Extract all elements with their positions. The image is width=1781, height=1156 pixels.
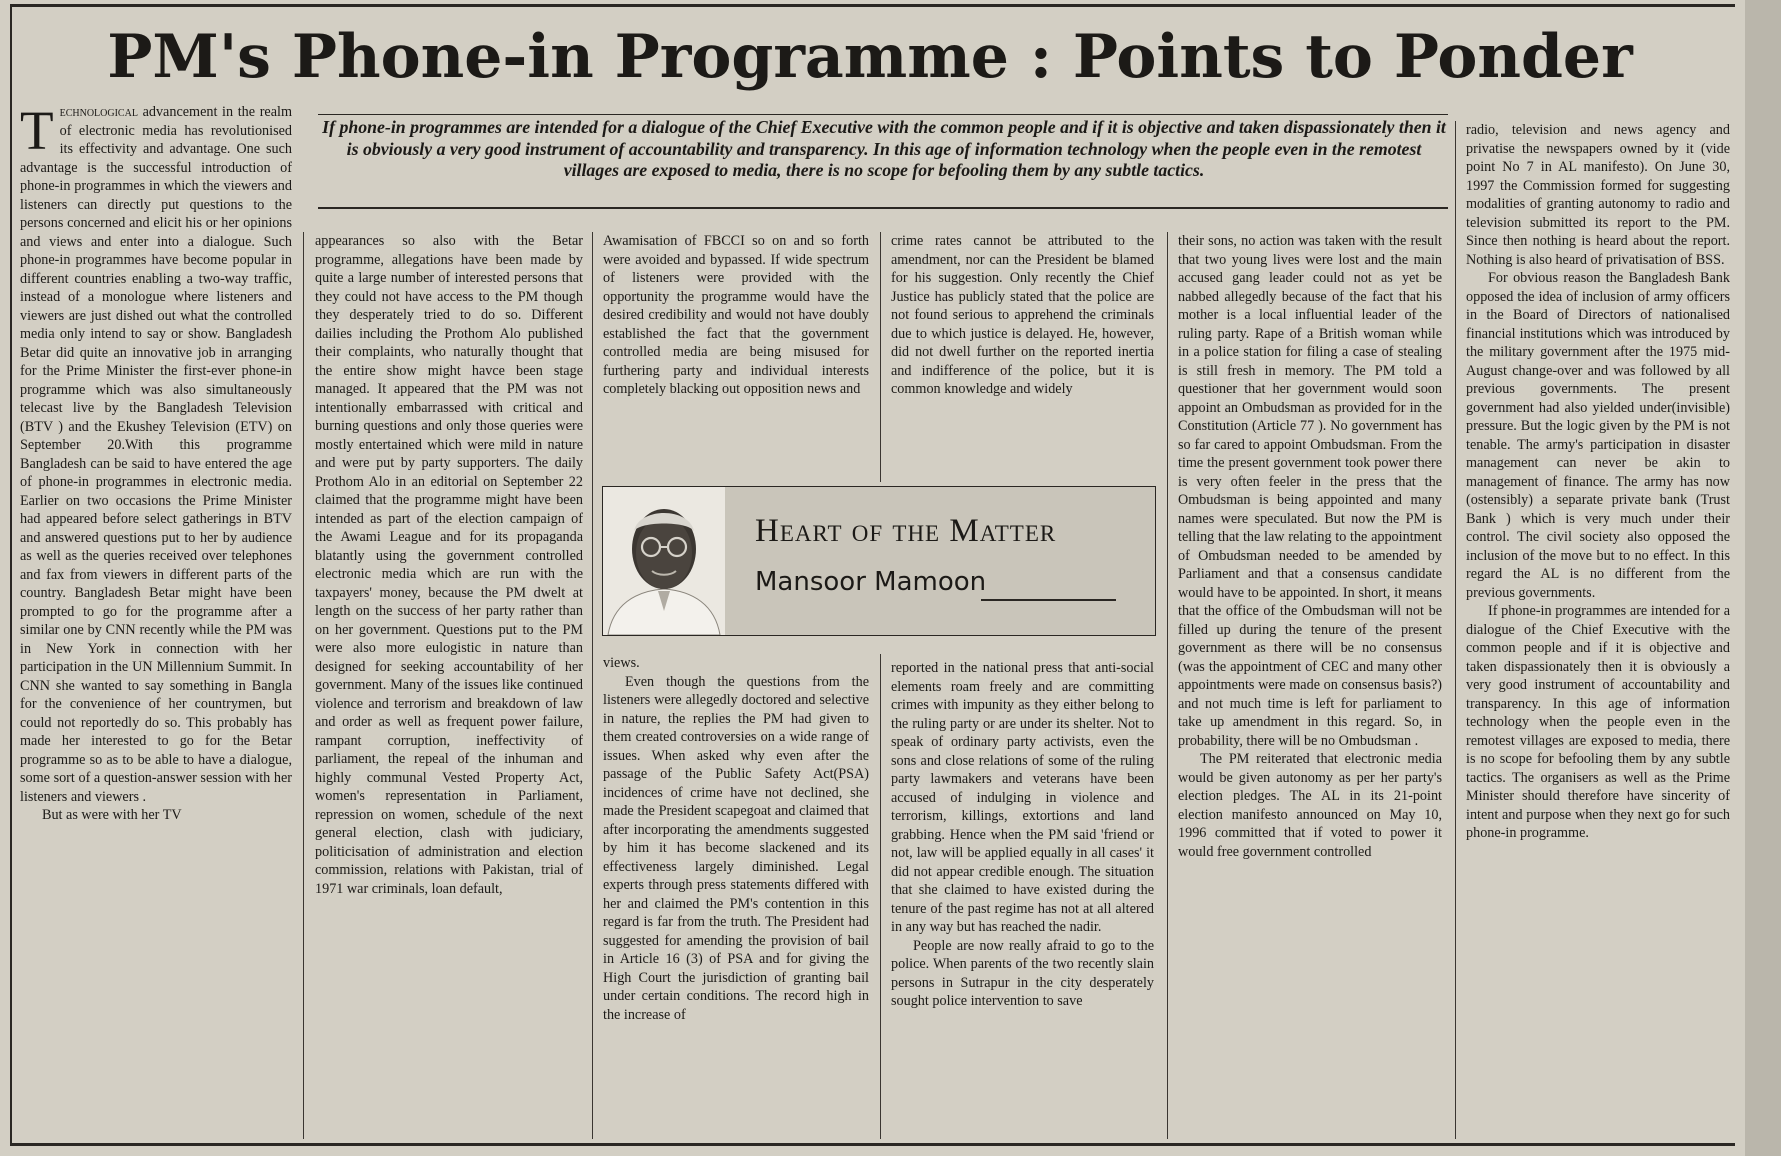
article-column-3-bottom <box>603 654 869 1139</box>
paragraph: advancement in the realm of electronic media has revolutionised its effectivity and advantage. One such advantage is the successful introduction of phone-in programmes in which the viewers and listeners can directly put questions to the persons concerned and elicit his or her opinions and views and enter into a dialogue. Such phone-in programmes have become popular in different countries enabling a two-way traffic, instead of a monologue where listeners and viewers are just dished out what the controlled media only intend to say or show. Bangladesh Betar did quite an innovative job in arranging for the Prime Minister the first-ever phone-in programme which was also simultaneously telecast live by the Bangladesh Television (BTV ) and the Ekushey Television (ETV) on September 20.With this programme Bangladesh can be said to have entered the age of phone-in programmes in electronic media. Earlier on two occasions the Prime Minister had appeared before select gatherings in BTV and answered questions put to her by audience as well as the queries received over telephones and fax from viewers in different parts of the country. Bangladesh Betar might have been prompted to go for the programme after a similar one by CNN recently while the PM was in New York in connection with her participation in the UN Millennium Summit. In CNN she wanted to say something in Bangla for the convenience of her countrymen, but could not reportedly do so. This probably has made her interested to go for the Betar programme so as to be able to have a dialogue, some sort of a question-answer session with her listeners and viewers . <box>20 104 292 805</box>
paragraph: crime rates cannot be attributed to the amendment, nor can the President be blamed for his suggestion. Only recently the Chief Justice has publicly stated that the police are not found serious to apprehend the criminals due to which justice is delayed. He, however, did not dwell further on the reported inertia and indifference of the police, but it is common knowledge and widely <box>891 233 1154 397</box>
headline: PM's Phone-in Programme : Points to Ponder <box>107 22 1633 92</box>
paragraph: People are now really afraid to go to the police. When parents of the two recently slain persons in Sutrapur in the city desperately sought police intervention to save <box>891 937 1154 1009</box>
column-title: Heart of the Matter <box>755 513 1057 549</box>
drop-cap: T <box>20 103 54 161</box>
deck-rule-top <box>318 114 1448 115</box>
article-column-5 <box>1178 232 1442 1139</box>
column-divider <box>880 654 881 1139</box>
paragraph: appearances so also with the Betar programme, allegations have been made by quite a large number of interested persons that they could not have access to the PM though they desperately tried to do so. Different dailies including the Prothom Alo published their complaints, who naturally thought that the entire show might havce been stage managed. It appeared that the PM was not intentionally embarrassed with critical and burning questions and only those queries were mostly entertained which were mild in nature and were put by party supporters. The daily Prothom Alo in an editorial on September 22 claimed that the programme might have been intended as part of the election campaign of the Awami League and for its propaganda blatantly using the government controlled electronic media which are run with the taxpayers' money, because the PM dwelt at length on the success of her party rather than on her government. Questions put to the PM were also more eulogistic in nature than designed for seeking accountability of her government. Many of the issues like continued violence and terrorism and breakdown of law and order as well as frequent power failure, rampant corruption, ineffectivity of parliament, the repeal of the inhuman and highly communal Vested Property Act, women's representation in Parliament, repression on women, schedule of the next general election, clash with judiciary, politicisation of administration and election commission, relations with Pakistan, trial of 1971 war criminals, loan default, <box>315 233 583 897</box>
column-divider <box>1167 232 1168 1139</box>
article-column-6 <box>1466 121 1730 1139</box>
column-divider <box>1455 121 1456 1139</box>
paragraph: For obvious reason the Bangladesh Bank opposed the idea of inclusion of army officers in the Board of Directors of nationalised financial institutions which was introduced by the military government after the 1975 mid-August change-over and was followed by all previous governments. The present government had also yielded under(invisible) pressure. But the logic given by the PM is not tenable. The army's participation in disaster management can never be akin to management of finance. The army has now (ostensibly) a separate private bank (Trust Bank ) which is very much under their control. The civil society also opposed the inclusion of the move but to no effect. In this regard the AL is no different from the previous governments. <box>1466 270 1730 601</box>
paragraph: Even though the questions from the listeners were allegedly doctored and selective in nature, the replies the PM had given to them created controversies on a wide range of issues. When asked why even after the passage of the Public Safety Act(PSA) incidences of crime have not declined, she made the President scapegoat and claimed that after incorporating the amendments suggested by him it has become slackened and its effectiveness largely diminished. Legal experts through press statements differed with her and claimed the PM's contention in this regard is far from the truth. The President had suggested for amending the provision of bail in Article 16 (3) of PSA and for giving the High Court the jurisdiction of granting bail under certain conditions. The record high in the increase of <box>603 673 869 1023</box>
author-photo <box>603 487 725 635</box>
paragraph: If phone-in programmes are intended for a dialogue of the Chief Executive with the common people and if it is objective and taken dispassionately then it is obviously a very good instrument of accountability and transparency. In this age of information technology when the people even in the remotest villages are exposed to media, there is no scope for befooling them by any subtle tactics. The organisers as well as the Prime Minister should therefore have sincerity of intent and purpose when they next go for such phone-in programme. <box>1466 603 1730 841</box>
paragraph: Awamisation of FBCCI so on and so forth were avoided and bypassed. If wide spectrum of listeners were provided with the opportunity the programme would have the desired credibility and would not have doubly established the fact that the government controlled media are being misused for furthering party and individual interests completely blacking out opposition news and <box>603 233 869 397</box>
left-rule <box>10 4 12 1146</box>
column-divider <box>880 232 881 482</box>
page-edge <box>1745 0 1781 1156</box>
lead-in: echnological <box>59 104 138 120</box>
paragraph: The PM reiterated that electronic media would be given autonomy as per her party's election pledges. The AL in its 21-point election manifesto announced on May 10, 1996 committed that if voted to power it would free government controlled <box>1178 751 1442 860</box>
article-column-3-top <box>603 232 869 462</box>
paragraph: reported in the national press that anti-social elements roam freely and are committing crimes with impunity as they either belong to the ruling party or are under its shelter. Not to speak of ordinary party activists, even the sons and close relations of some of the ruling party lawmakers and veterans have been accused of indulging in violence and terrorism, killings, extortions and land grabbing. Hence when the PM said 'friend or not, law will be applied equally in all cases' it did not appear credible enough. The situation that she claimed to have existed during the tenure of the past regime has not at all altered in any way but has reached the nadir. <box>891 660 1154 935</box>
article-column-2 <box>315 232 583 1139</box>
paragraph: But as were with her TV <box>42 807 182 823</box>
paragraph: their sons, no action was taken with the result that two young lives were lost and the main accused gang leader could not as yet be nabbed allegedly because of the fact that his mother is a local influential leader of the ruling party. Rape of a British woman while in a police station for filing a case of stealing is still fresh in memory. The PM told a questioner that her government would soon appoint an Ombudsman as provided for in the Constitution (Article 77 ). No government has so far cared to appoint Ombudsman. From the time the present government took power there is very often feeler in the press that the Ombudsman is being appointed and many names were speculated. But now the PM is telling that the law relating to the appointment of Ombudsman needed to be amended by Parliament and that a consensus candidate would have to be appointed. In short, it means that the office of the Ombudsman will not be filled up during the tenure of the present government as there will be no consensus (was the appointment of CEC and many other appointments were made on consensus basis?) and not much time is left for parliament to take up amendment in this regard. So, in probability, there will be no Ombudsman . <box>1178 233 1442 749</box>
article-column-4-top <box>891 232 1154 462</box>
author-underline <box>981 599 1116 601</box>
column-divider <box>303 232 304 1139</box>
author-portrait-image <box>603 487 725 635</box>
article-column-1 <box>20 103 292 1139</box>
column-divider <box>592 232 593 1139</box>
bottom-rule <box>10 1143 1735 1146</box>
top-rule <box>10 4 1735 7</box>
paragraph: views. <box>603 655 640 671</box>
column-author: Mansoor Mamoon <box>755 567 987 597</box>
article-column-4-bottom <box>891 659 1154 1139</box>
column-header-box <box>602 486 1156 636</box>
paragraph: radio, television and news agency and privatise the newspapers owned by it (vide point No 7 in AL manifesto). On June 30, 1997 the Commission formed for suggesting modalities of granting autonomy to radio and television submitted its report to the PM. Since then nothing is heard about the report. Nothing is also heard of privatisation of BSS. <box>1466 122 1730 268</box>
deck-summary: If phone-in programmes are intended for a dialogue of the Chief Executive with the common people and if it is objective and taken dispassionately then it is obviously a very good instrument of accountability and transparency. In this age of information technology when the people even in the remotest villages are exposed to media, there is no scope for befooling them by any subtle tactics. <box>322 117 1446 180</box>
deck-rule-bottom <box>318 207 1448 209</box>
